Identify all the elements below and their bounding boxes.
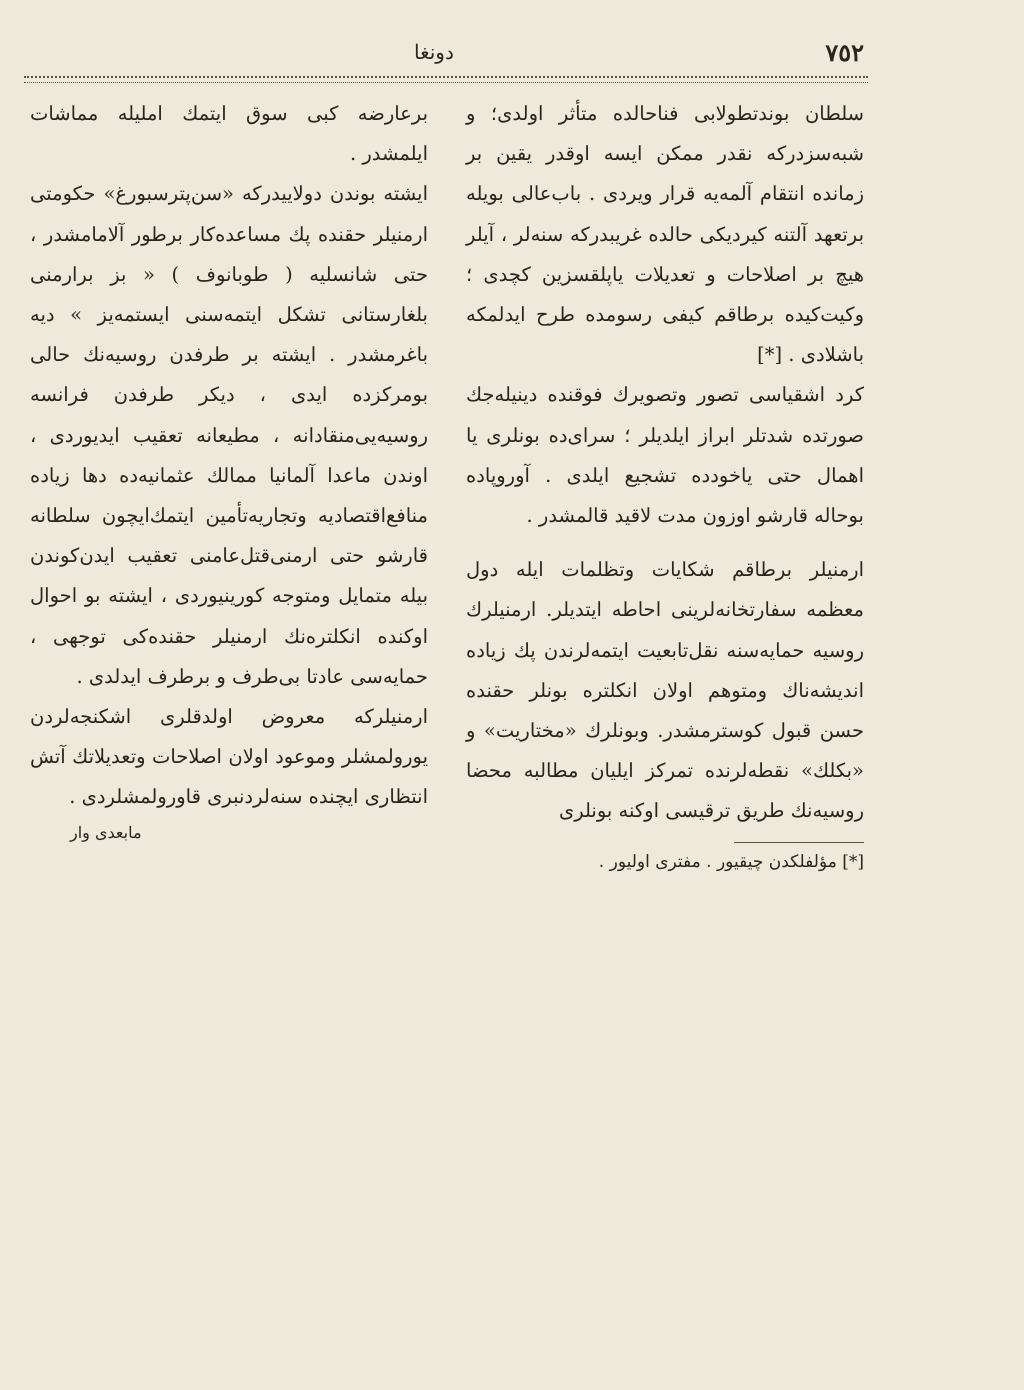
- paragraph: ایشته بوندن دولاییدرکه «سن‌پترسبورغ» حکومتی ارمنیلر حقنده پك مساعده‌کار برطور آلامامشدر ، حتی شانسلیه ( طوبانوف ) « بز برارمنی بلغارستانی تشکل ایتمه‌سنی ایستمه‌یز » دیه باغرمشدر . ایشته بر طرفدن روسیه‌نك حالی بومرکزده ایدی ، دیکر طرفدن فرانسه روسیه‌یی‌منقادانه ، مطیعانه تعقیب ایدیوردی ، اوندن ماعدا آلمانیا ممالك عثمانیه‌ده دها زیاده منافع‌اقتصادیه وتجاریه‌تأمین ایتمك‌ایچون سلطانه قارشو حتی ارمنی‌قتل‌عامنی تعقیب ایدن‌کوندن بیله متمایل ومتوجه کورینیوردی ، ایشته بو احوال اوکنده انکلتره‌نك ارمنیلر حقنده‌کی توجهی ، حمایه‌سی عادتا بی‌طرف و برطرف ایدلدی .: [30, 182, 428, 688]
- paragraph: برعارضه کبی سوق ایتمك املیله مماشات ایلمشدر .: [30, 102, 428, 166]
- paragraph: سلطان بوندتطولابی فناحالده متأثر اولدی؛ و شبه‌سزدرکه نقدر ممکن ایسه اوقدر یقین بر زمانده انتقام آلمه‌یه قرار ویردی . باب‌عالی بویله برتعهد آلتنه کیردیکی حالده غریبدرکه سنه‌لر ، آیلر هیچ بر اصلاحات و تعدیلات یاپلقسزین کچدی ؛ وکیت‌کیده برطاقم کیفی رسومده طرح ایدلمکه باشلادی . [*]: [466, 102, 864, 367]
- footnote-rule: [734, 842, 864, 843]
- left-column: [30, 94, 428, 848]
- paragraph: ارمنیلر برطاقم شکایات وتظلمات ایله دول معظمه سفارتخانه‌لرینی احاطه ایتدیلر. ارمنیلرك روسیه حمایه‌سنه نقل‌تابعیت ایتمه‌لرندن پك زیاده اندیشه‌ناك ومتوهم اولان انکلتره بونلر حقنده حسن قبول کوسترمشدر. وبونلرك «مختاریت» و «بکلك» نقطه‌لرنده تمرکز ایلیان مطالبه محضا روسیه‌نك طریق ترقیسی اوکنه بونلری: [466, 558, 864, 823]
- continued-note: مابعدی وار: [70, 822, 142, 842]
- header-rule: [24, 76, 868, 83]
- right-column: [466, 94, 864, 877]
- paragraph: کرد اشقیاسی تصور وتصویرك فوقنده دینیله‌جك صورتده شدتلر ابراز ایلدیلر ؛ سرای‌ده بونلری یا اهمال حتی یاخودده تشجیع ایلدی . آوروپاده بوحاله قارشو اوزون مدت لاقید قالمشدر .: [466, 383, 864, 528]
- page-number: ٧٥٢: [825, 38, 864, 67]
- footnote: [*] مؤلفلكدن چیقیور . مفتری اولیور .: [598, 851, 864, 872]
- running-title: دونغا: [414, 40, 454, 64]
- paragraph: ارمنیلرکه معروض اولدقلری اشکنجه‌لردن یورولمشلر وموعود اولان اصلاحات وتعدیلاتك آتش انتظاری ایچنده سنه‌لردنبری قاورولمشلردی .: [30, 705, 428, 809]
- page-header: [24, 38, 864, 72]
